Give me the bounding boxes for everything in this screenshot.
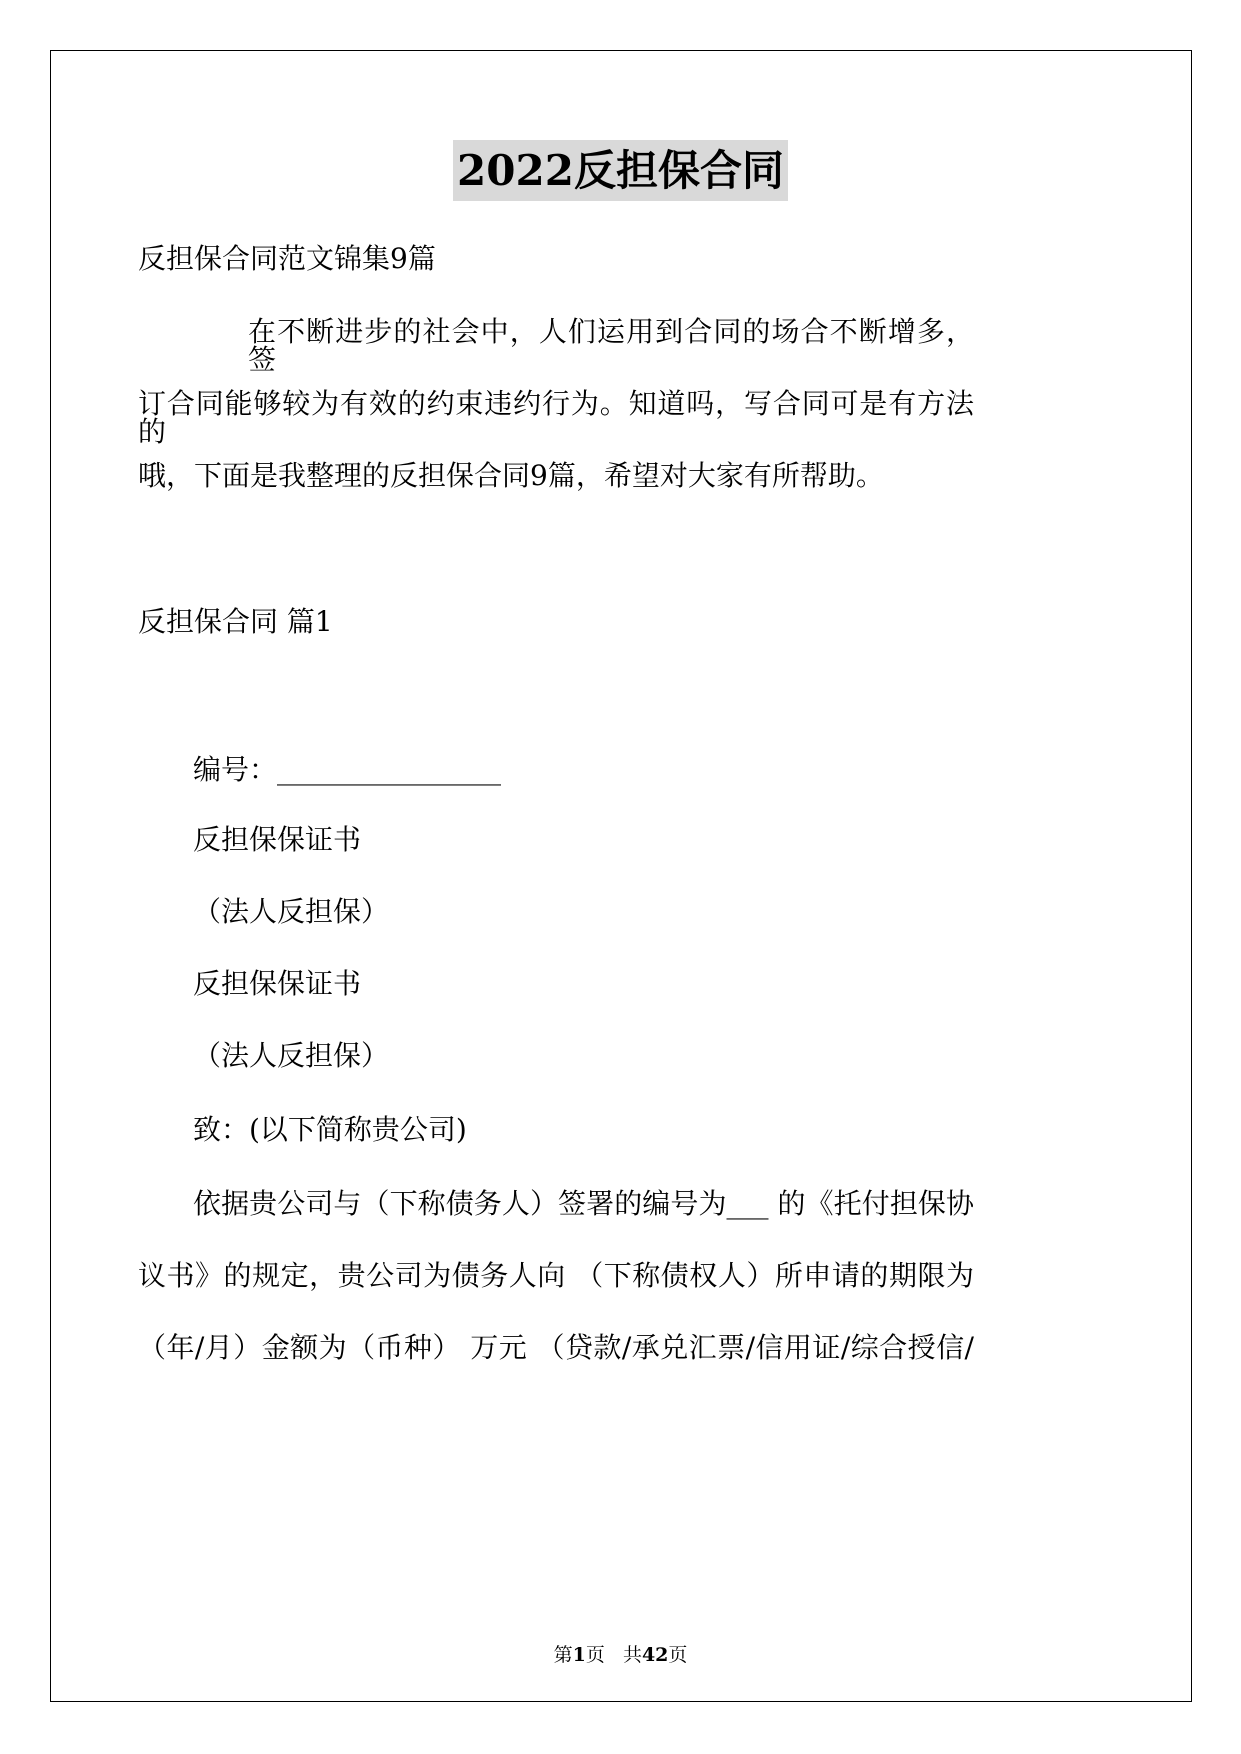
intro-line-3: 哦，下面是我整理的反担保合同9篇，希望对大家有所帮助。 [138,459,884,492]
footer-total-pages: 42 [641,1644,669,1666]
footer-suffix: 页 [668,1644,688,1666]
body-line-3: （年/月）金额为（币种） 万元 （贷款/承兑汇票/信用证/综合授信/ [138,1331,974,1364]
intro-line-1: 在不断进步的社会中，人们运用到合同的场合不断增多，签 [248,315,974,376]
addressee: 致：(以下简称贵公司) [193,1113,467,1146]
guarantee-sub-1: （法人反担保） [193,895,390,928]
section-heading: 反担保合同 篇1 [138,605,333,638]
guarantee-title-2: 反担保保证书 [193,967,362,1000]
number-label: 编号：________________ [193,753,502,786]
page-border [50,50,1192,1702]
body-line-1: 依据贵公司与（下称债务人）签署的编号为___ 的《托付担保协 [193,1187,974,1220]
guarantee-title-1: 反担保保证书 [193,823,362,856]
body-line-2: 议书》的规定，贵公司为债务人向 （下称债权人）所申请的期限为 [138,1259,974,1292]
intro-line-2: 订合同能够较为有效的约束违约行为。知道吗，写合同可是有方法的 [138,387,974,448]
footer-mid: 页 共 [585,1644,642,1666]
document-subtitle: 反担保合同范文锦集9篇 [138,242,436,275]
footer-prefix: 第 [553,1644,573,1666]
guarantee-sub-2: （法人反担保） [193,1039,390,1072]
document-title: 2022反担保合同 [0,150,1241,192]
page-footer [0,1640,1241,1667]
footer-current-page: 1 [572,1644,586,1666]
